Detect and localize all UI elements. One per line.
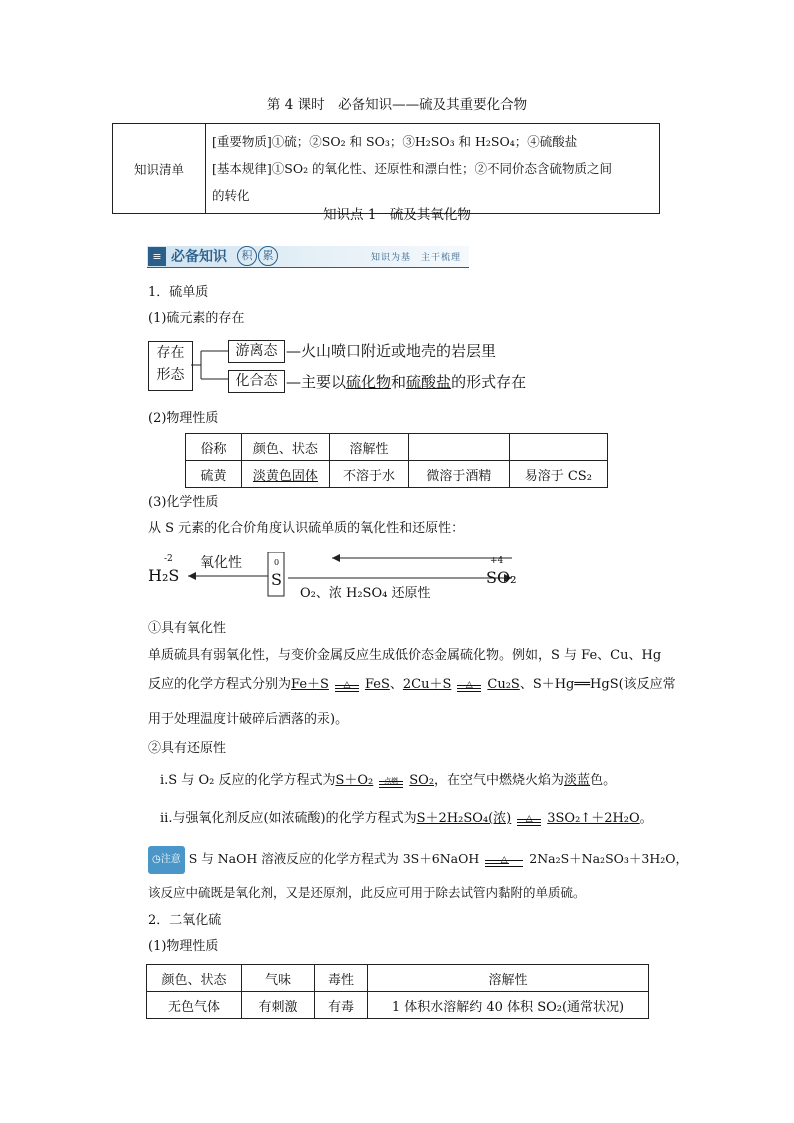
sec2-sub1: (1)物理性质 (148, 939, 219, 954)
knowledge-line-3: 的转化 (212, 188, 250, 203)
th-color-state: 颜色、状态 (242, 434, 330, 461)
free-state-box: 游离态 (228, 340, 285, 363)
s-label: S (271, 570, 282, 589)
so2-phys-table (146, 964, 649, 1019)
oxidizing-p2: 反应的化学方程式分别为Fe＋S △ FeS、2Cu＋S △ Cu₂S、S＋Hg══HgS(该反应常 (148, 677, 676, 692)
clock-icon: ◷ (152, 854, 161, 865)
note-line-1: ◷注意 S 与 NaOH 溶液反应的化学方程式为 3S＋6NaOH △ 2Na₂S＋Na₂SO₃＋3H₂O， (148, 846, 688, 874)
sec2-heading: 2．二氧化硫 (148, 913, 222, 928)
banner-title: 必备知识 (171, 249, 227, 265)
so2-td-color: 无色气体 (147, 992, 242, 1019)
knowledge-line-1: [重要物质]①硫；②SO₂ 和 SO₃；③H₂SO₃ 和 H₂SO₄；④硫酸盐 (212, 134, 578, 149)
oxidizing-p3: 用于处理温度计破碎后洒落的汞)。 (148, 712, 349, 727)
td-sulfur-name: 硫黄 (186, 461, 242, 488)
reducing-label: O₂、浓 H₂SO₄ 还原性 (300, 586, 431, 601)
oxidizing-heading: ①具有氧化性 (148, 621, 227, 636)
s-valence: 0 (274, 558, 280, 567)
combined-state-box: 化合态 (228, 370, 285, 393)
so2-valence: +4 (490, 556, 504, 566)
reducing-ii: ⅱ.与强氧化剂反应(如浓硫酸)的化学方程式为S＋2H₂SO₄(浓) △ 3SO₂↑＋2H₂O。 (160, 811, 653, 826)
sulfur-phys-table (185, 433, 608, 488)
knowledge-list-content (206, 124, 660, 214)
th-blank-2 (509, 434, 607, 461)
oxidizing-label: 氧化性 (200, 555, 242, 571)
sec1-sub3-desc: 从 S 元素的化合价角度认识硫单质的氧化性和还原性： (148, 521, 465, 536)
knowledge-list-label: 知识清单 (113, 124, 206, 214)
section-banner (147, 246, 469, 268)
sec1-sub3: (3)化学性质 (148, 495, 219, 510)
sec1-sub2: (2)物理性质 (148, 411, 219, 426)
th-common-name: 俗称 (186, 434, 242, 461)
reducing-i: ⅰ.S 与 O₂ 反应的化学方程式为S＋O₂ 点燃 SO₂，在空气中燃烧火焰为淡蓝色。 (160, 773, 617, 788)
so2-th-toxicity: 毒性 (315, 965, 368, 992)
banner-circles (237, 246, 279, 266)
knowledge-line-2: [基本规律]①SO₂ 的氧化性、还原性和漂白性；②不同价态含硫物质之间 (212, 161, 613, 176)
so2-label: SO₂ (486, 568, 517, 587)
so2-th-solubility: 溶解性 (368, 965, 649, 992)
free-state-text: —火山喷口附近或地壳的岩层里 (286, 342, 497, 360)
td-sulfur-color: 淡黄色固体 (242, 461, 330, 488)
note-line-2: 该反应中硫既是氧化剂，又是还原剂，此反应可用于除去试管内黏附的单质硫。 (148, 885, 586, 900)
valence-diagram (148, 548, 528, 606)
book-icon: ≡ (148, 247, 166, 266)
banner-circle-2: 累 (258, 246, 278, 266)
banner-tagline: 知识为基 主干梳理 (371, 253, 462, 263)
so2-th-odor: 气味 (242, 965, 315, 992)
h2s-valence: -2 (164, 554, 173, 564)
so2-td-toxicity: 有毒 (315, 992, 368, 1019)
exist-box: 存在 形态 (148, 341, 193, 391)
page-title: 第 4 课时 必备知识——硫及其重要化合物 (266, 97, 528, 113)
h2s-label: H₂S (148, 566, 180, 585)
sec1-sub1: (1)硫元素的存在 (148, 311, 245, 326)
th-solubility: 溶解性 (329, 434, 408, 461)
td-cs2-sol: 易溶于 CS₂ (509, 461, 607, 488)
td-alcohol-sol: 微溶于酒精 (409, 461, 509, 488)
so2-td-odor: 有刺激 (242, 992, 315, 1019)
sec1-heading: 1．硫单质 (148, 285, 209, 300)
td-water-sol: 不溶于水 (329, 461, 408, 488)
reducing-heading: ②具有还原性 (148, 741, 227, 756)
combined-state-text: —主要以硫化物和硫酸盐的形式存在 (286, 373, 527, 391)
so2-td-solubility: 1 体积水溶解约 40 体积 SO₂(通常状况) (368, 992, 649, 1019)
knowledge-list-table (112, 123, 660, 214)
oxidizing-p1: 单质硫具有弱氧化性，与变价金属反应生成低价态金属硫化物。例如，S 与 Fe、Cu、Hg (148, 648, 662, 663)
exist-bracket (191, 345, 231, 389)
banner-circle-1: 积 (237, 246, 257, 266)
th-blank-1 (409, 434, 509, 461)
so2-th-color: 颜色、状态 (147, 965, 242, 992)
note-tag: ◷注意 (148, 846, 185, 874)
knowledge-point-title: 知识点 1 硫及其氧化物 (323, 207, 471, 223)
